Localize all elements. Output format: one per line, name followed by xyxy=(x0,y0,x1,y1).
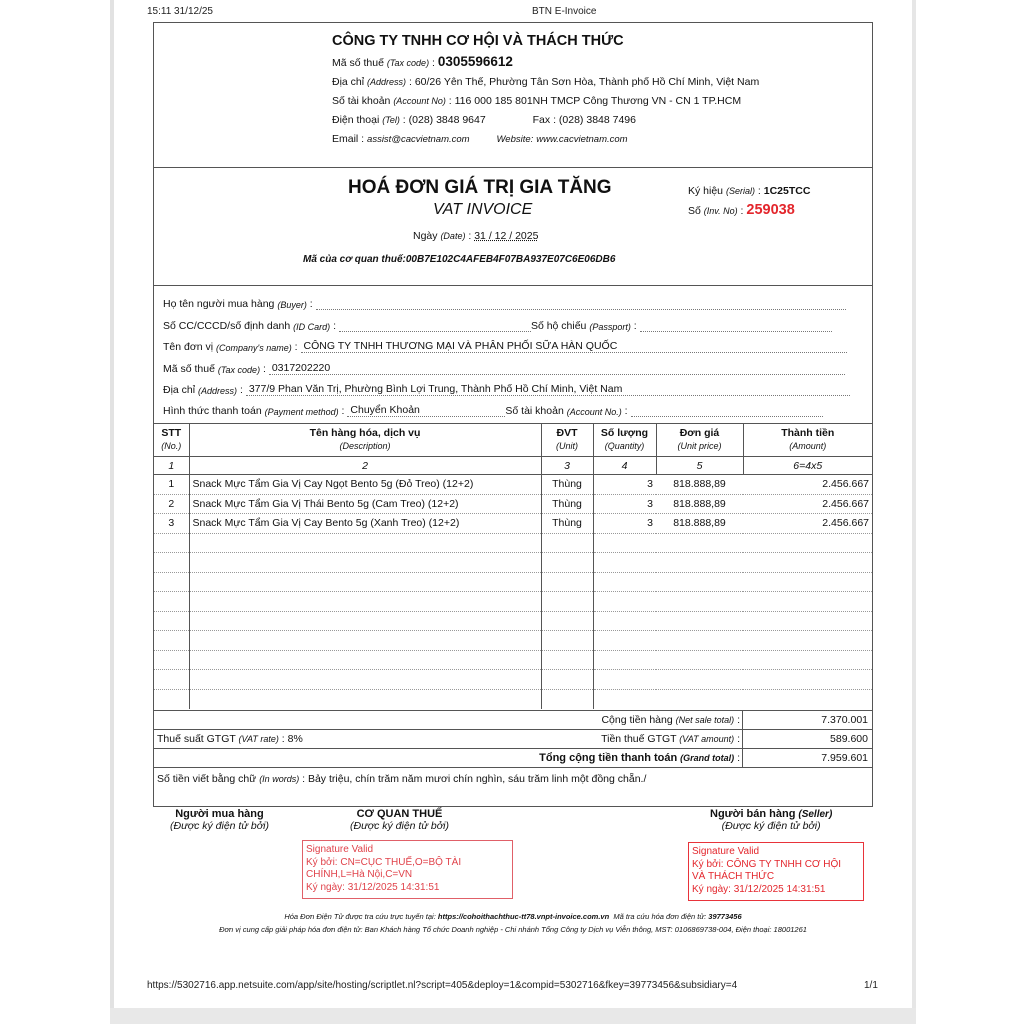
page-gap xyxy=(110,1008,916,1024)
signature-date: Ký ngày: 31/12/2025 14:31:51 xyxy=(692,883,826,895)
amount-in-words: Bảy triệu, chín trăm năm mươi chín nghìn, sáu trăm linh một đồng chẵn./ xyxy=(307,773,647,785)
seller-email: assist@cacvietnam.com xyxy=(367,134,470,145)
invoice-title-section xyxy=(154,168,872,286)
seller-tax-code: 0305596612 xyxy=(437,54,513,69)
seller-phone-row: Điện thoại (Tel) : (028) 3848 9647 Fax : (028) 3848 7496 xyxy=(332,114,636,126)
print-document-title: BTN E-Invoice xyxy=(532,6,597,17)
buyer-address-row: Địa chỉ (Address) : 377/9 Phan Văn Trị, Phường Bình Lợi Trung, Thành Phố Hồ Chí Minh, Việt Nam xyxy=(163,380,850,396)
buyer-tax-code: 0317202220 xyxy=(269,361,845,375)
tax-authority-code: 00B7E102C4AFEB4F07BA937E07C6E06DB6 xyxy=(405,254,616,265)
buyer-payment-method: Chuyển Khoản xyxy=(347,403,505,417)
seller-tel: (028) 3848 9647 xyxy=(408,114,486,126)
invoice-serial-row: Ký hiệu (Serial) : 1C25TCC xyxy=(688,185,811,197)
seller-signature-heading: Người bán hàng (Seller) (Được ký điện tử bởi) xyxy=(710,808,833,832)
seller-section xyxy=(154,23,872,168)
buyer-id-card xyxy=(339,318,531,332)
buyer-company-name: CÔNG TY TNHH THƯƠNG MẠI VÀ PHÂN PHỐI SỮA HÀN QUỐC xyxy=(301,339,847,353)
buyer-address: 377/9 Phan Văn Trị, Phường Bình Lợi Trung, Thành Phố Hồ Chí Minh, Việt Nam xyxy=(246,382,850,396)
col-header-quantity: Số lượng (Quantity) xyxy=(593,424,656,457)
table-row-empty xyxy=(154,650,872,670)
totals-section xyxy=(154,710,872,809)
items-table xyxy=(154,423,872,709)
print-url: https://5302716.app.netsuite.com/app/site/hosting/scriptlet.nl?script=405&deploy=1&compid=5302716&fkey=39773456&subsidiary=4 xyxy=(147,980,738,991)
col-header-unit: ĐVT (Unit) xyxy=(541,424,593,457)
table-row: 1 Snack Mực Tẩm Gia Vị Cay Ngọt Bento 5g (Đỏ Treo) (12+2) Thùng 3 818.888,89 2.456.667 xyxy=(154,475,872,495)
invoice-frame xyxy=(153,22,873,807)
table-row-empty xyxy=(154,592,872,612)
seller-company-name: CÔNG TY TNHH CƠ HỘI VÀ THÁCH THỨC xyxy=(332,33,624,49)
seller-account: 116 000 185 801NH TMCP Công Thương VN - CN 1 TP.HCM xyxy=(454,95,742,107)
signature-valid-label: Signature Valid xyxy=(692,846,760,857)
col-header-description: Tên hàng hóa, dịch vụ (Description) xyxy=(189,424,541,457)
buyer-signature-heading: Người mua hàng (Được ký điện tử bởi) xyxy=(170,808,269,832)
buyer-section xyxy=(154,286,872,422)
seller-website: www.cacvietnam.com xyxy=(536,134,628,145)
provider-info: Đơn vị cung cấp giải pháp hóa đơn điện tử: Ban Khách hàng Tổ chức Doanh nghiệp - Chi nhánh Tổng Công ty Dịch vụ Viễn thông, MST: 0106869738-004, Điện thoại: 18001261 xyxy=(219,925,807,934)
table-header-row xyxy=(154,424,872,457)
table-row: 3 Snack Mực Tẩm Gia Vị Cay Bento 5g (Xanh Treo) (12+2) Thùng 3 818.888,89 2.456.667 xyxy=(154,514,872,534)
seller-tax-code-row: Mã số thuế (Tax code) : 0305596612 xyxy=(332,54,513,69)
invoice-date-row: Ngày (Date) : 31 / 12 / 2025 xyxy=(413,230,539,242)
seller-fax: (028) 3848 7496 xyxy=(558,114,636,126)
grand-total-row: Tổng cộng tiền thanh toán (Grand total) : 7.959.601 xyxy=(154,748,872,767)
buyer-account-no xyxy=(631,403,823,417)
table-row-empty xyxy=(154,670,872,690)
signature-date: Ký ngày: 31/12/2025 14:31:51 xyxy=(306,881,440,893)
table-row: 2 Snack Mực Tẩm Gia Vị Thái Bento 5g (Cam Treo) (12+2) Thùng 3 818.888,89 2.456.667 xyxy=(154,494,872,514)
table-row-empty xyxy=(154,689,872,709)
items-table-wrapper xyxy=(154,423,872,709)
buyer-passport xyxy=(640,318,832,332)
invoice-title: HOÁ ĐƠN GIÁ TRỊ GIA TĂNG xyxy=(348,177,612,198)
grand-total-value: 7.959.601 xyxy=(821,752,868,764)
vat-row: Thuế suất GTGT (VAT rate) : 8% Tiền thuế GTGT (VAT amount) : 589.600 xyxy=(154,729,872,748)
vat-rate-value: 8% xyxy=(287,733,303,745)
buyer-name-row: Họ tên người mua hàng (Buyer) : xyxy=(163,294,846,310)
col-header-unit-price: Đơn giá (Unit price) xyxy=(656,424,743,457)
signature-valid-label: Signature Valid xyxy=(306,844,374,855)
buyer-company-row: Tên đơn vị (Company's name) : CÔNG TY TNHH THƯƠNG MẠI VÀ PHÂN PHỐI SỮA HÀN QUỐC xyxy=(163,337,847,353)
invoice-number-row: Số (Inv. No) : 259038 xyxy=(688,202,795,218)
seller-account-row: Số tài khoản (Account No) : 116 000 185 801NH TMCP Công Thương VN - CN 1 TP.HCM xyxy=(332,95,742,107)
invoice-serial: 1C25TCC xyxy=(763,185,811,197)
table-index-row: 1 2 3 4 5 6=4x5 xyxy=(154,457,872,475)
lookup-code: 39773456 xyxy=(708,912,742,921)
tax-authority-code-row: Mã của cơ quan thuế:00B7E102C4AFEB4F07BA937E07C6E06DB6 xyxy=(303,254,616,265)
invoice-number: 259038 xyxy=(746,202,795,218)
tax-authority-signature-box[interactable]: Signature Valid Ký bởi: CN=CỤC THUẾ,O=BỘ TÀI CHÍNH,L=Hà Nội,C=VN Ký ngày: 31/12/2025 14:31:51 xyxy=(302,840,513,899)
net-total-row: Cộng tiền hàng (Net sale total) : 7.370.001 xyxy=(154,710,872,729)
buyer-payment-row: Hình thức thanh toán (Payment method) : Chuyển Khoản Số tài khoản (Account No.) : xyxy=(163,401,823,417)
page-count: 1/1 xyxy=(864,980,878,991)
invoice-title-en: VAT INVOICE xyxy=(433,201,533,218)
col-header-no: STT (No.) xyxy=(154,424,189,457)
table-row-empty xyxy=(154,572,872,592)
net-total-value: 7.370.001 xyxy=(821,714,868,726)
vat-amount-value: 589.600 xyxy=(830,733,868,745)
table-row-empty xyxy=(154,553,872,573)
buyer-tax-row: Mã số thuế (Tax code) : 0317202220 xyxy=(163,359,845,375)
page-shadow xyxy=(912,0,916,1010)
buyer-id-row: Số CC/CCCD/số định danh (ID Card) : Số hộ chiếu (Passport) : xyxy=(163,316,832,332)
buyer-name xyxy=(316,296,846,310)
table-row-empty xyxy=(154,611,872,631)
table-row-empty xyxy=(154,631,872,651)
lookup-url-link[interactable]: https://cohoithachthuc-tt78.vnpt-invoice.com.vn xyxy=(437,912,610,921)
printed-page xyxy=(114,0,912,1008)
seller-signature-box[interactable]: Signature Valid Ký bởi: CÔNG TY TNHH CƠ HỘI VÀ THÁCH THỨC Ký ngày: 31/12/2025 14:31:51 xyxy=(688,842,864,901)
seller-email-row: Email : assist@cacvietnam.com Website: www.cacvietnam.com xyxy=(332,133,628,145)
amount-in-words-row: Số tiền viết bằng chữ (In words) : Bảy triệu, chín trăm năm mươi chín nghìn, sáu trăm linh một đồng chẵn./ xyxy=(154,767,872,809)
seller-address-row: Địa chỉ (Address) : 60/26 Yên Thế, Phường Tân Sơn Hòa, Thành phố Hồ Chí Minh, Việt Nam xyxy=(332,76,760,88)
tax-authority-signature-heading: CƠ QUAN THUẾ (Được ký điện tử bởi) xyxy=(350,808,449,832)
invoice-date: 31 / 12 / 2025 xyxy=(474,230,539,242)
lookup-info: Hóa Đơn Điện Tử được tra cứu trực tuyến tại: https://cohoithachthuc-tt78.vnpt-invoice.com.vn Mã tra cứu hóa đơn điện tử: 39773456 Đơn vị cung cấp giải pháp hóa đơn điện tử: Ban Khách hàng Tổ chức Doanh nghiệp - Chi nhánh Tổng Công ty Dịch vụ Viễn thông, MST: 0106869738-004, Điện thoại: 18001261 xyxy=(114,910,912,936)
print-timestamp: 15:11 31/12/25 xyxy=(147,6,213,17)
seller-address: 60/26 Yên Thế, Phường Tân Sơn Hòa, Thành phố Hồ Chí Minh, Việt Nam xyxy=(414,76,760,88)
table-row-empty xyxy=(154,533,872,553)
col-header-amount: Thành tiền (Amount) xyxy=(743,424,872,457)
